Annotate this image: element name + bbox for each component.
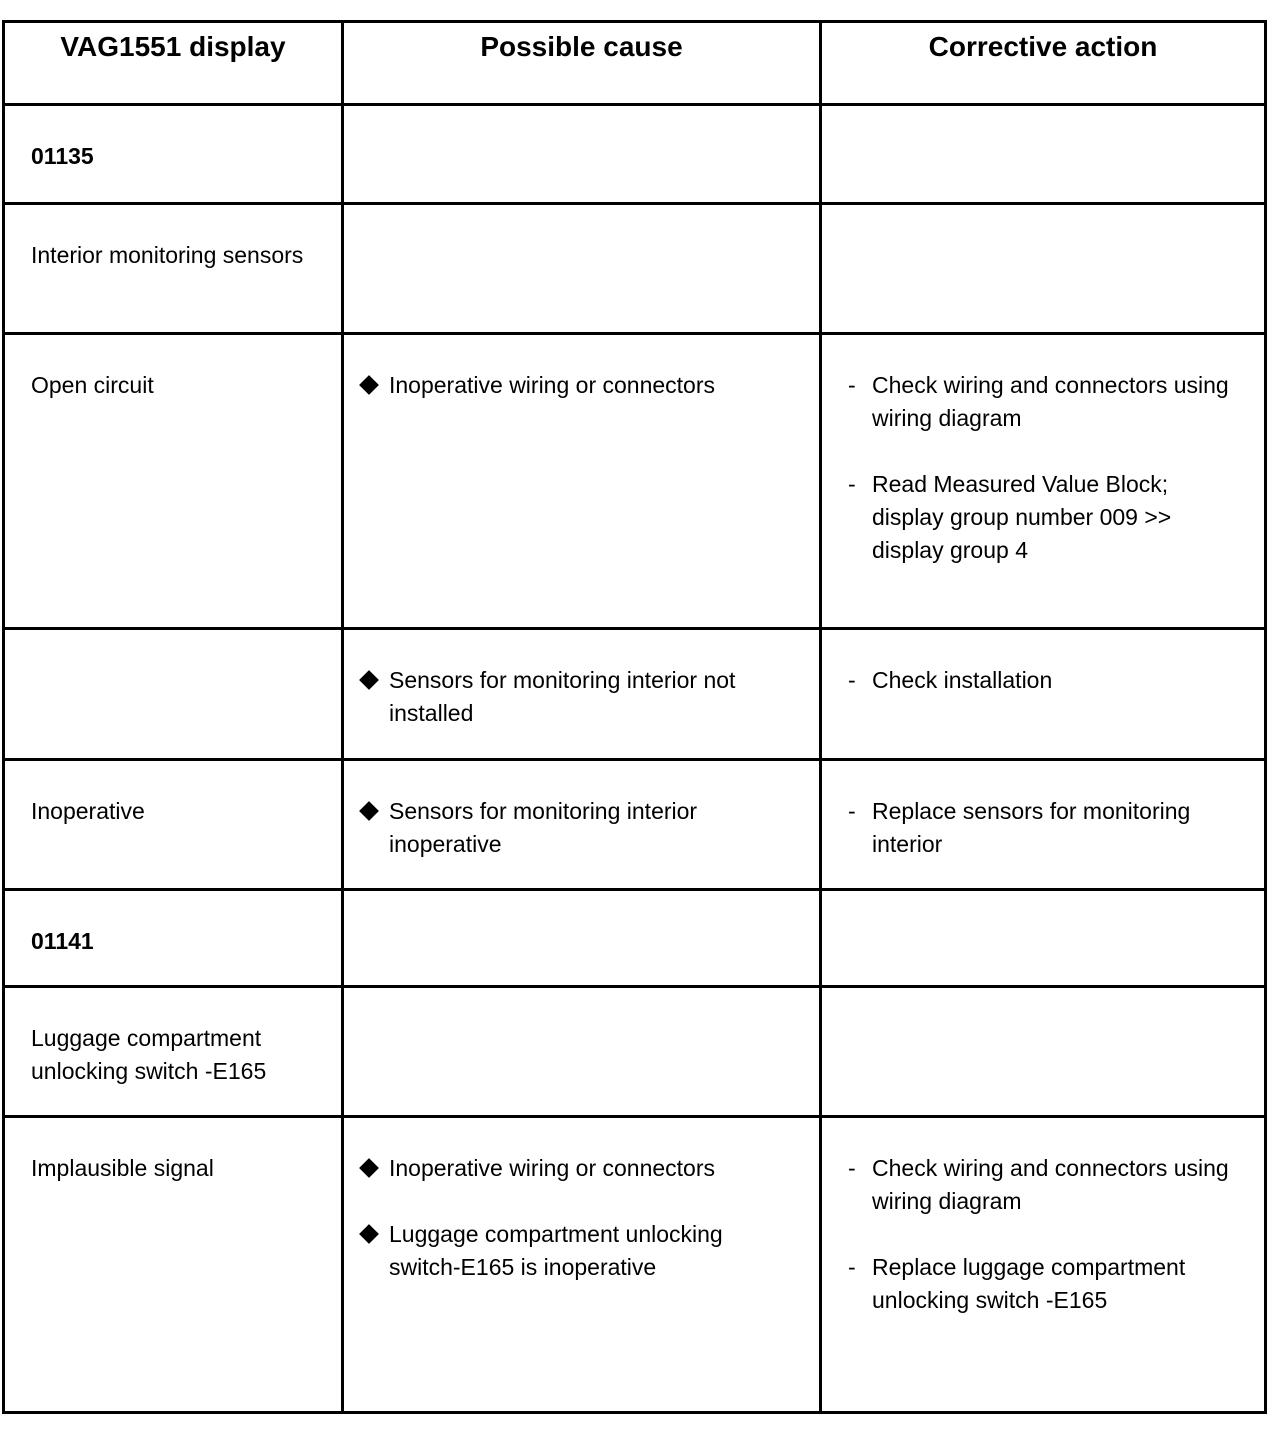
table-row [4,890,1266,987]
action-text: Check wiring and connectors using wiring diagram [872,372,1229,431]
diamond-bullet-icon [358,369,389,402]
display-cell [4,629,343,760]
display-cell: 01141 [4,890,343,987]
action-item [846,1152,1244,1218]
action-item [846,1251,1244,1317]
action-cell [821,890,1266,987]
cause-cell [343,334,821,629]
cause-text: Luggage compartment unlocking switch-E165 is inoperative [389,1221,723,1280]
action-cell [821,987,1266,1117]
cause-cell [343,987,821,1117]
action-text: Replace luggage compartment unlocking switch -E165 [872,1254,1186,1313]
dash-marker: - [848,1254,856,1280]
fault-table [2,20,1267,1414]
dash-marker: - [848,667,856,693]
action-item [846,664,1244,697]
action-cell [821,629,1266,760]
action-text: Check wiring and connectors using wiring diagram [872,1155,1229,1214]
cause-item [358,1152,799,1185]
table-row [4,105,1266,204]
dash-marker: - [848,798,856,824]
header-action: Corrective action [821,22,1266,105]
action-text: Read Measured Value Block; display group number 009 >> display group 4 [872,471,1172,563]
header-row [4,22,1266,105]
header-cause: Possible cause [343,22,821,105]
cause-cell [343,890,821,987]
dash-marker: - [848,1155,856,1181]
table-row [4,334,1266,629]
action-cell [821,204,1266,334]
table-row [4,760,1266,890]
diamond-bullet-icon [358,1218,389,1284]
cause-cell [343,105,821,204]
display-cell: Open circuit [4,334,343,629]
cause-text: Inoperative wiring or connectors [389,1155,715,1181]
cause-item [358,664,799,730]
cause-cell [343,1117,821,1413]
action-item [846,795,1244,861]
cause-text: Sensors for monitoring interior not installed [389,667,736,726]
dash-marker: - [848,372,856,398]
diamond-bullet-icon [358,664,389,730]
table-row [4,629,1266,760]
diamond-bullet-icon [358,1152,389,1185]
display-cell: 01135 [4,105,343,204]
action-cell [821,334,1266,629]
action-item [846,468,1244,567]
table-row [4,1117,1266,1413]
cause-cell [343,204,821,334]
action-text: Replace sensors for monitoring interior [872,798,1191,857]
table-row [4,204,1266,334]
diamond-bullet-icon [358,795,389,861]
cause-cell [343,760,821,890]
header-display: VAG1551 display [4,22,343,105]
action-cell [821,105,1266,204]
action-item [846,369,1244,435]
display-cell: Inoperative [4,760,343,890]
action-cell [821,1117,1266,1413]
display-cell: Implausible signal [4,1117,343,1413]
table-row [4,987,1266,1117]
display-cell: Interior monitoring sensors [4,204,343,334]
display-cell: Luggage compartment unlocking switch -E165 [4,987,343,1117]
action-cell [821,760,1266,890]
cause-item [358,795,799,861]
cause-item [358,369,799,402]
cause-text: Inoperative wiring or connectors [389,372,715,398]
action-text: Check installation [872,667,1053,693]
cause-text: Sensors for monitoring interior inoperative [389,798,698,857]
cause-cell [343,629,821,760]
cause-item [358,1218,799,1284]
dash-marker: - [848,471,856,497]
